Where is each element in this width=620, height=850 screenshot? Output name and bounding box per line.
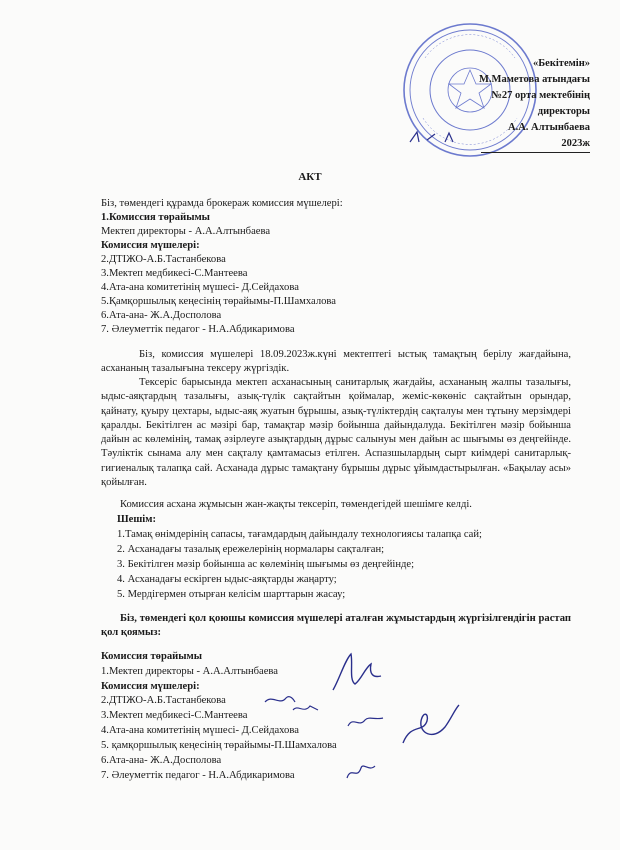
document-title: АКТ xyxy=(298,171,322,183)
decision-item: 5. Мердігермен отырған келісім шарттарын жасау; xyxy=(117,589,346,600)
members-heading: Комиссия мүшелері: xyxy=(101,240,200,251)
sign-member-item: 5. қамқоршылық кеңесінің төрайымы-П.Шамхалова xyxy=(101,740,337,751)
paragraph-inspection-intro: Біз, комиссия мүшелері 18.09.2023ж.күні мектептегі ыстық тамақтың берілу жағдайына, асхананың тазалығына тексеру жүргіздік. xyxy=(101,349,571,375)
sign-members-heading: Комиссия мүшелері: xyxy=(101,681,200,692)
intro-text: Біз, төмендегі құрамда брокераж комиссия мүшелері: xyxy=(101,198,343,209)
handwritten-date-mark xyxy=(405,128,475,148)
decision-item: 2. Асханадағы тазалық ережелерінің нормалары сақталған; xyxy=(117,544,385,555)
decision-item: 4. Асханадағы ескірген ыдыс-аяқтарды жаңарту; xyxy=(117,574,337,585)
approval-school-line1: М.Маметова атындағы xyxy=(479,74,590,85)
decision-item: 3. Бекітілген мәзір бойынша ас көлемінің шығымы өз деңгейінде; xyxy=(117,559,415,570)
chair-heading: 1.Комиссия төрайымы xyxy=(101,212,210,223)
signature-member-5 xyxy=(393,703,463,753)
signature-chair xyxy=(325,650,385,695)
decision-heading: Шешім: xyxy=(117,514,156,525)
signature-member-4 xyxy=(345,712,385,732)
member-item: 3.Мектеп медбикесі-С.Мантеева xyxy=(101,268,248,279)
sign-chair-line: 1.Мектеп директоры - А.А.Алтынбаева xyxy=(101,666,278,677)
sign-chair-heading: Комиссия төрайымы xyxy=(101,651,203,662)
sign-member-item: 6.Ата-ана- Ж.А.Досполова xyxy=(101,755,222,766)
member-item: 2.ДТІЖО-А.Б.Тастанбекова xyxy=(101,254,226,265)
paragraph-inspection-findings: Тексеріс барысында мектеп асханасының санитарлық жағдайы, асхананың жалпы тазалығы, ыдыс-аяқтардың тазалығы, азық-түлік сақтайтын қоймалар, жеміс-көкөніс сақтайтын орындар, қайнату, қуыру цехтары, ыдыс-аяқ жуатын бұрышы, азық-түліктердің сақталуы мен тұтыну мерзімдері қаралды. Бекітілген ас мәзірі бар, тамақтар мәзір бойынша дайындалуда. Бекітілген мәзір бойынша дайын ас көлемінің, тамақ әзірлеуге азықтардың дұрыс салынуы мен дайын ас шығымы өз деңгейінде. Тәуліктік сынама алу мен сақталу қамтамасыз етілген. Аспазшылардың сырт киімдері санитарлық-гигиеналық талапқа сай. Асханада дұрыс тамақтану бұрышы дұрыс ұйымдастырылған. «Бақылау асы» қойылған. xyxy=(101,377,571,489)
approval-label: «Бекітемін» xyxy=(532,58,590,69)
sign-member-item: 7. Әлеуметтік педагог - Н.А.Абдикаримова xyxy=(101,770,295,781)
member-item: 7. Әлеуметтік педагог - Н.А.Абдикаримова xyxy=(101,324,295,335)
approval-block xyxy=(479,56,590,153)
approval-school-line2: №27 орта мектебінің xyxy=(491,90,590,101)
approval-date: 2023ж xyxy=(481,136,590,153)
sign-member-item: 2.ДТІЖО-А.Б.Тастанбекова xyxy=(101,695,226,706)
chair-line: Мектеп директоры - А.А.Алтынбаева xyxy=(101,226,271,237)
member-item: 5.Қамқоршылық кеңесінің төрайымы-П.Шамхалова xyxy=(101,296,336,307)
decision-item: 1.Тамақ өнімдерінің сапасы, тағамдардың дайындалу технологиясы талапқа сай; xyxy=(117,529,482,540)
approval-role: директоры xyxy=(537,106,590,117)
member-item: 4.Ата-ана комитетінің мүшесі- Д.Сейдахова xyxy=(101,282,299,293)
signature-member-3 xyxy=(290,700,320,716)
signature-member-7 xyxy=(343,758,378,783)
paragraph-conclusion: Комиссия асхана жұмысын жан-жақты тексеріп, төмендегідей шешімге келді. xyxy=(120,499,472,510)
sign-member-item: 3.Мектеп медбикесі-С.Мантеева xyxy=(101,710,248,721)
member-item: 6.Ата-ана- Ж.А.Досполова xyxy=(101,310,222,321)
sign-member-item: 4.Ата-ана комитетінің мүшесі- Д.Сейдахова xyxy=(101,725,299,736)
approval-name: А.А. Алтынбаева xyxy=(507,122,590,133)
confirmation-text: Біз, төмендегі қол қоюшы комиссия мүшелері аталған жұмыстардың жүргізілгендігін растап қол қоямыз: xyxy=(101,613,571,639)
